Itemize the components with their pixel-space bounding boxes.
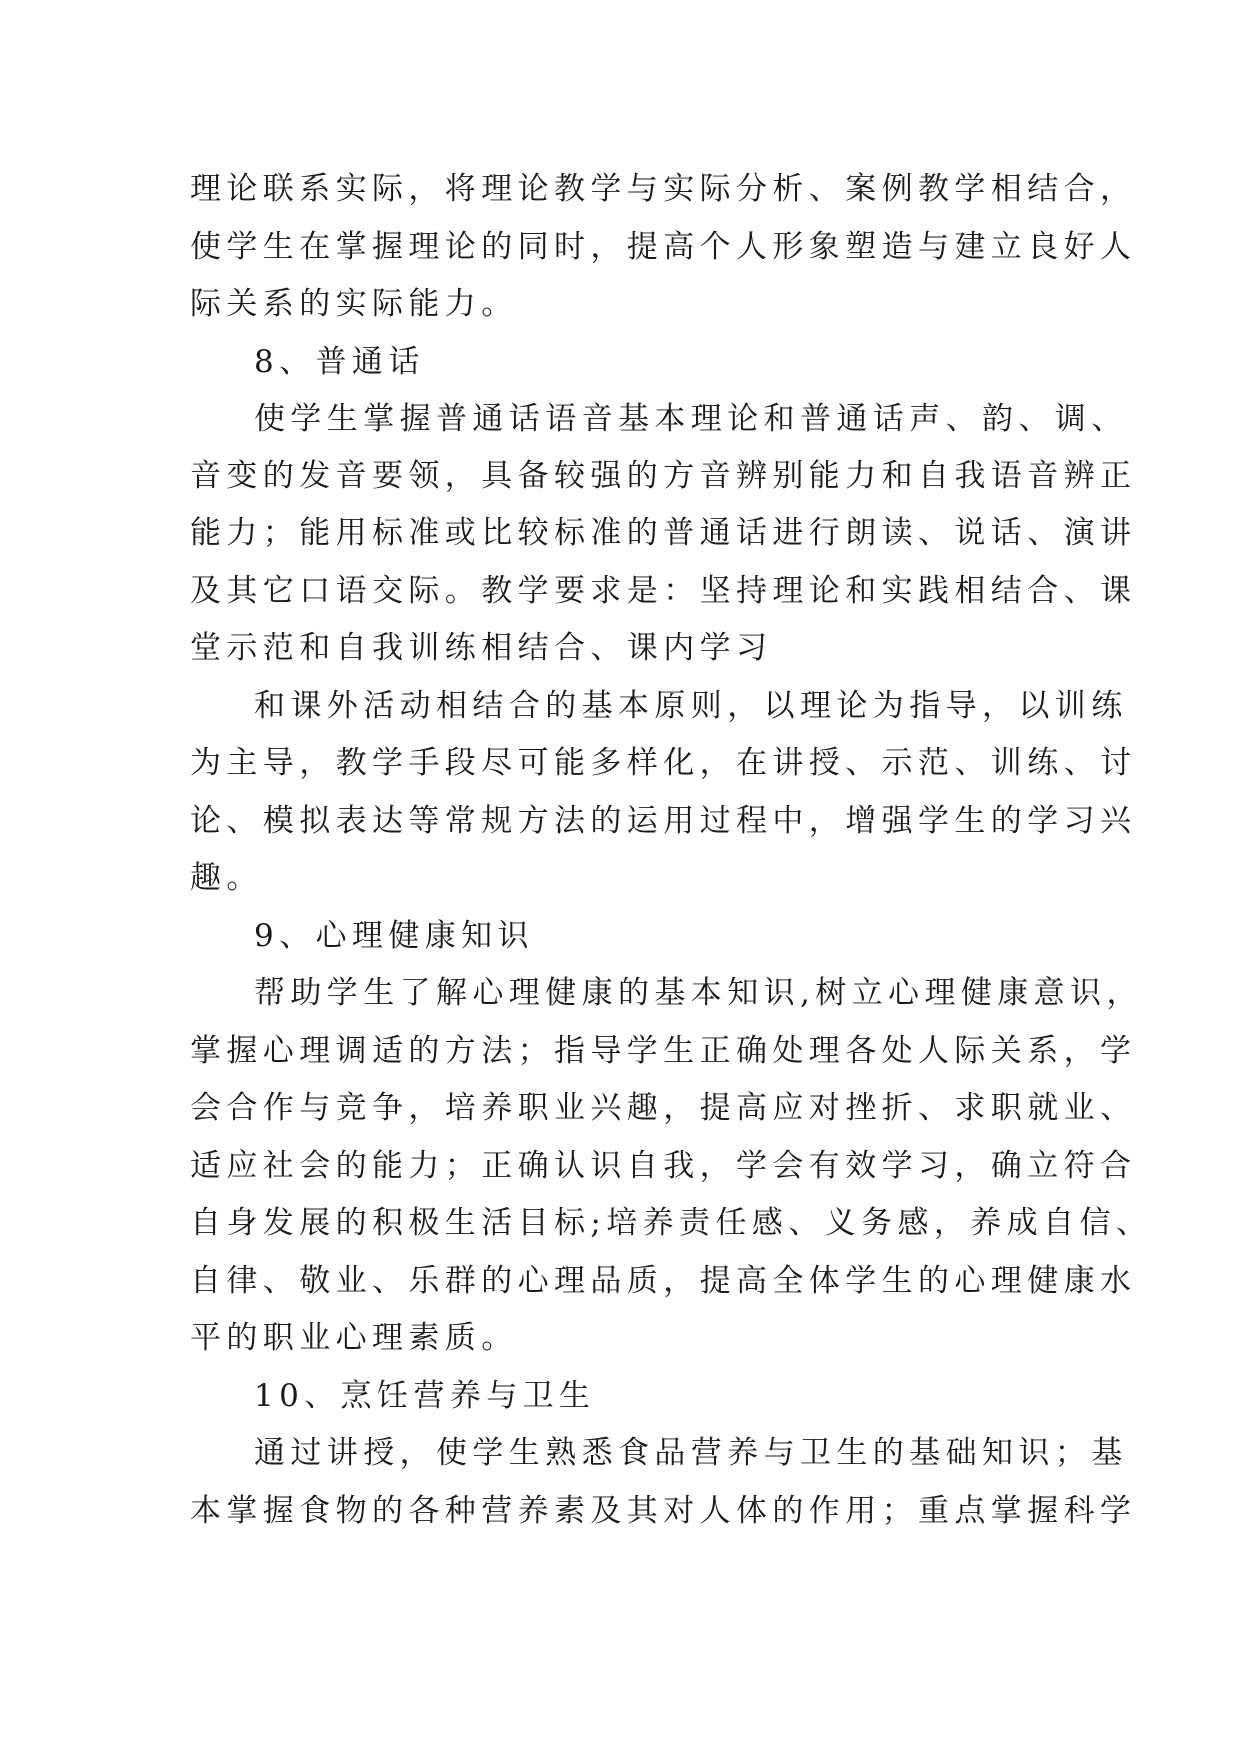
text-line: 堂示范和自我训练相结合、课内学习 xyxy=(190,630,773,666)
text-line: 理论联系实际，将理论教学与实际分析、案例教学相结合， xyxy=(190,171,1137,207)
text-line: 会合作与竞争，培养职业兴趣，提高应对挫折、求职就业、 xyxy=(190,1090,1137,1126)
section-heading-10: 10、烹饪营养与卫生 xyxy=(254,1378,596,1414)
text-line: 际关系的实际能力。 xyxy=(190,286,518,322)
section-heading-9: 9、心理健康知识 xyxy=(254,918,534,954)
text-line: 音变的发音要领，具备较强的方音辨别能力和自我语音辨正 xyxy=(190,458,1137,494)
text-line: 本掌握食物的各种营养素及其对人体的作用；重点掌握科学 xyxy=(190,1493,1137,1529)
text-line: 使学生在掌握理论的同时，提高个人形象塑造与建立良好人 xyxy=(190,229,1137,265)
text-line: 掌握心理调适的方法；指导学生正确处理各处人际关系，学 xyxy=(190,1033,1137,1069)
text-line: 为主导，教学手段尽可能多样化，在讲授、示范、训练、讨 xyxy=(190,745,1137,781)
text-line: 能力；能用标准或比较标准的普通话进行朗读、说话、演讲 xyxy=(190,515,1137,551)
text-line: 趣。 xyxy=(190,860,263,896)
text-line: 使学生掌握普通话语音基本理论和普通话声、韵、调、 xyxy=(254,401,1128,437)
text-line: 平的职业心理素质。 xyxy=(190,1320,518,1356)
text-line: 和课外活动相结合的基本原则，以理论为指导，以训练 xyxy=(254,688,1128,724)
text-line: 自律、敬业、乐群的心理品质，提高全体学生的心理健康水 xyxy=(190,1263,1137,1299)
text-line: 通过讲授，使学生熟悉食品营养与卫生的基础知识；基 xyxy=(254,1435,1128,1471)
text-line: 论、模拟表达等常规方法的运用过程中，增强学生的学习兴 xyxy=(190,803,1137,839)
text-line: 帮助学生了解心理健康的基本知识,树立心理健康意识， xyxy=(254,975,1143,1011)
text-line: 适应社会的能力；正确认识自我，学会有效学习，确立符合 xyxy=(190,1148,1137,1184)
text-line: 自身发展的积极生活目标;培养责任感、义务感，养成自信、 xyxy=(190,1205,1153,1241)
section-heading-8: 8、普通话 xyxy=(254,344,425,380)
text-line: 及其它口语交际。教学要求是：坚持理论和实践相结合、课 xyxy=(190,573,1137,609)
